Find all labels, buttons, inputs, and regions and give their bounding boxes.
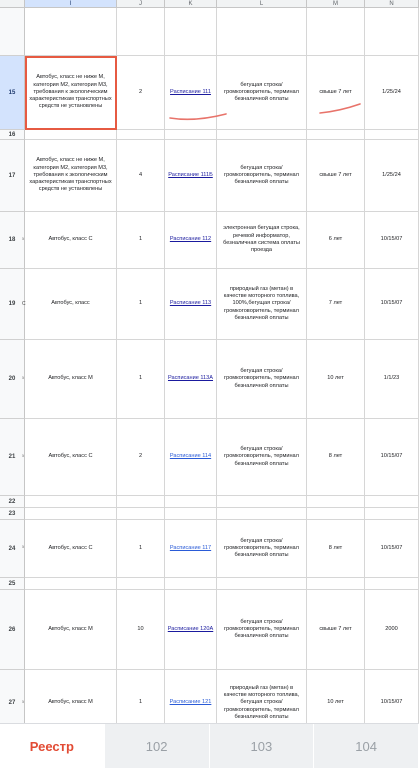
cell-m[interactable]: 7 лет (307, 269, 365, 340)
sheet-tabs-bar (0, 723, 419, 768)
cell-l[interactable]: бегущая строка/громкоговоритель, терминал безналичной оплаты (217, 520, 307, 578)
table-row (0, 56, 419, 130)
cell-j[interactable] (117, 578, 165, 590)
cell-l[interactable] (217, 8, 307, 56)
sheet-tab-104[interactable]: 104 (314, 724, 419, 768)
cell-m[interactable]: 8 лет (307, 419, 365, 496)
cell-i[interactable]: Автобус, класс М (25, 340, 117, 419)
cell-m[interactable]: свыше 7 лет (307, 590, 365, 670)
table-row (0, 670, 419, 723)
cell-j[interactable] (117, 130, 165, 140)
column-header-j[interactable]: J (117, 0, 165, 8)
cell-i[interactable]: Автобус, класс не ниже М, категория М2, категория М3, требования к экологическим характеристикам транспортных средств не установлены (25, 140, 117, 212)
table-row (0, 508, 419, 520)
cell-j[interactable]: 1 (117, 340, 165, 419)
cell-m[interactable]: 6 лет (307, 212, 365, 269)
cell-l[interactable]: бегущая строка/громкоговоритель, терминал безналичной оплаты (217, 340, 307, 419)
cell-n[interactable]: 10/15/07 (365, 520, 419, 578)
cell-k[interactable] (165, 269, 217, 340)
column-header-n[interactable]: N (365, 0, 419, 8)
row-number[interactable]: 27 (0, 670, 25, 723)
cell-m[interactable]: 8 лет (307, 520, 365, 578)
cell-k[interactable] (165, 496, 217, 508)
row-number[interactable]: 26 (0, 590, 25, 670)
row-number[interactable] (0, 8, 25, 56)
cell-j[interactable]: 2 (117, 56, 165, 130)
cell-k[interactable] (165, 140, 217, 212)
cell-k[interactable] (165, 670, 217, 723)
table-row-partial (0, 8, 419, 56)
cell-l[interactable]: природный газ (метан) в качестве моторного топлива, бегущая строка/громкоговоритель, терминал безналичной оплаты (217, 670, 307, 723)
schedule-link[interactable]: Расписание 112 (169, 236, 212, 243)
cell-l[interactable]: природный газ (метан) в качестве моторного топлива, 100%,бегущая строка/громкоговоритель, терминал безналичной оплаты (217, 269, 307, 340)
cell-m[interactable]: 10 лет (307, 340, 365, 419)
cell-j[interactable]: 4 (117, 140, 165, 212)
cell-m[interactable] (307, 578, 365, 590)
row-number[interactable]: 15 (0, 56, 25, 130)
cell-i[interactable]: Автобус, класс М (25, 670, 117, 723)
row-number[interactable]: 21 (0, 419, 25, 496)
schedule-link[interactable]: Расписание 120А (167, 625, 214, 632)
cell-n[interactable]: 10/15/07 (365, 419, 419, 496)
cell-fragment-mark: ³ (22, 545, 24, 551)
row-number[interactable]: 18 (0, 212, 25, 269)
table-row (0, 269, 419, 340)
cell-n[interactable]: 1/25/24 (365, 56, 419, 130)
cell-l[interactable]: электронная бегущая строка, речевой информатор, безналичная система оплаты проезда (217, 212, 307, 269)
cell-i[interactable]: Автобус, класс С (25, 520, 117, 578)
cell-j[interactable]: 10 (117, 590, 165, 670)
cell-j[interactable]: 1 (117, 212, 165, 269)
cell-i[interactable] (25, 8, 117, 56)
cell-m[interactable]: 10 лет (307, 670, 365, 723)
cell-k[interactable] (165, 578, 217, 590)
cell-fragment-mark: ³ (22, 453, 24, 460)
cell-m[interactable] (307, 130, 365, 140)
schedule-link[interactable]: Расписание 121 (169, 699, 212, 706)
cell-j[interactable]: 1 (117, 269, 165, 340)
cell-k[interactable] (165, 508, 217, 520)
cell-i[interactable] (25, 578, 117, 590)
cell-l[interactable]: бегущая строка/громкоговоритель, терминал безналичной оплаты (217, 140, 307, 212)
cell-i[interactable]: Автобус, класс не ниже М, категория М2, категория М3, требования к экологическим характеристикам транспортных средств не установлены (25, 56, 117, 130)
cell-n[interactable] (365, 508, 419, 520)
cell-fragment-mark: ³ (22, 236, 24, 243)
row-number[interactable]: 25 (0, 578, 25, 590)
cell-n[interactable]: 2000 (365, 590, 419, 670)
cell-k[interactable] (165, 56, 217, 130)
cell-k[interactable] (165, 340, 217, 419)
cell-l[interactable] (217, 130, 307, 140)
row-number[interactable]: 23 (0, 508, 25, 520)
cell-n[interactable] (365, 496, 419, 508)
table-row (0, 419, 419, 496)
cell-n[interactable]: 10/15/07 (365, 212, 419, 269)
table-row (0, 578, 419, 590)
row-number[interactable]: 24 (0, 520, 25, 578)
row-number[interactable]: 20 (0, 340, 25, 419)
cell-n[interactable]: 10/15/07 (365, 269, 419, 340)
cell-i[interactable] (25, 496, 117, 508)
column-header-m[interactable]: M (307, 0, 365, 8)
sheet-tab-102[interactable]: 102 (105, 724, 210, 768)
cell-n[interactable]: 10/15/07 (365, 670, 419, 723)
cell-i[interactable] (25, 130, 117, 140)
table-row (0, 520, 419, 578)
cell-j[interactable]: 1 (117, 670, 165, 723)
cell-i[interactable]: Автобус, класс С (25, 212, 117, 269)
table-row (0, 130, 419, 140)
cell-l[interactable]: бегущая строка/громкоговоритель, терминал безналичной оплаты (217, 419, 307, 496)
cell-m[interactable] (307, 8, 365, 56)
table-row (0, 590, 419, 670)
table-row (0, 496, 419, 508)
cell-l[interactable]: бегущая строка/громкоговоритель, терминал безналичной оплаты (217, 56, 307, 130)
cell-j[interactable] (117, 496, 165, 508)
table-row (0, 212, 419, 269)
cell-n[interactable] (365, 130, 419, 140)
cell-fragment-mark: ³ (22, 699, 24, 706)
cell-n[interactable] (365, 8, 419, 56)
cell-i[interactable]: Автобус, класс (25, 269, 117, 340)
cell-j[interactable]: 1 (117, 520, 165, 578)
cell-k[interactable] (165, 212, 217, 269)
column-header-k[interactable]: K (165, 0, 217, 8)
cell-l[interactable] (217, 496, 307, 508)
cell-l[interactable] (217, 578, 307, 590)
schedule-link[interactable]: Расписание 111Б (168, 171, 213, 178)
schedule-link[interactable]: Расписание 111 (170, 88, 211, 95)
cell-j[interactable]: 2 (117, 419, 165, 496)
row-number[interactable]: 19 (0, 269, 25, 340)
cell-n[interactable] (365, 578, 419, 590)
cell-k[interactable] (165, 130, 217, 140)
cell-j[interactable] (117, 8, 165, 56)
column-header-l[interactable]: L (217, 0, 307, 8)
schedule-link[interactable]: Расписание 114 (169, 453, 212, 460)
row-number[interactable]: 17 (0, 140, 25, 212)
table-row (0, 140, 419, 212)
cell-n[interactable]: 1/25/24 (365, 140, 419, 212)
cell-i[interactable]: Автобус, класс С (25, 419, 117, 496)
cell-fragment-mark: С (22, 300, 26, 307)
cell-m[interactable]: свыше 7 лет (307, 56, 365, 130)
schedule-link[interactable]: Расписание 113А (167, 375, 214, 382)
cell-k[interactable] (165, 590, 217, 670)
schedule-link[interactable]: Расписание 117 (169, 544, 212, 551)
row-number[interactable]: 16 (0, 130, 25, 140)
cell-k[interactable] (165, 419, 217, 496)
select-all-corner[interactable] (0, 0, 25, 8)
cell-fragment-mark: ³ (22, 375, 24, 382)
sheet-tab-reestr[interactable]: Реестр (0, 724, 105, 768)
cell-m[interactable] (307, 496, 365, 508)
sheet-tab-103[interactable]: 103 (210, 724, 315, 768)
cell-k[interactable] (165, 8, 217, 56)
cell-k[interactable] (165, 520, 217, 578)
schedule-link[interactable]: Расписание 113 (169, 300, 212, 307)
cell-j[interactable] (117, 508, 165, 520)
cell-i[interactable]: Автобус, класс М (25, 590, 117, 670)
cell-m[interactable]: свыше 7 лет (307, 140, 365, 212)
cell-i[interactable] (25, 508, 117, 520)
column-header-i[interactable]: I (25, 0, 117, 8)
table-row (0, 340, 419, 419)
cell-l[interactable] (217, 508, 307, 520)
cell-m[interactable] (307, 508, 365, 520)
cell-l[interactable]: бегущая строка/громкоговоритель, терминал безналичной оплаты (217, 590, 307, 670)
row-number[interactable]: 22 (0, 496, 25, 508)
cell-n[interactable]: 1/1/23 (365, 340, 419, 419)
